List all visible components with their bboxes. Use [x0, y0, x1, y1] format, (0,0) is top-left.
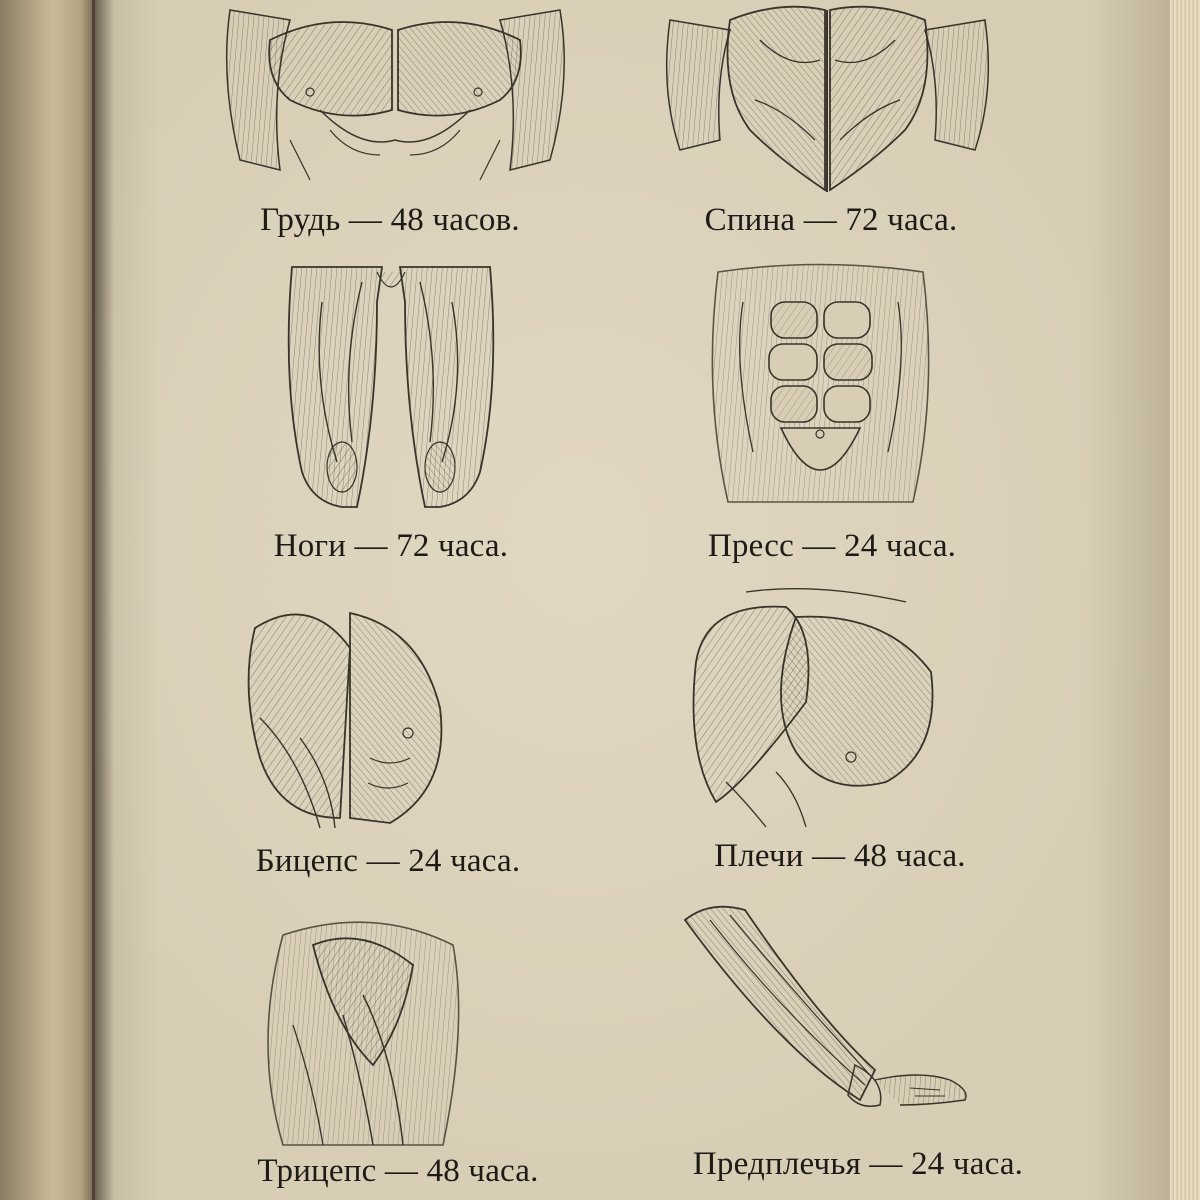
back-illustration: [660, 0, 995, 195]
shoulders-illustration: [686, 582, 948, 830]
caption-abs: Пресс — 24 часа.: [707, 528, 957, 564]
chest-illustration: [210, 0, 580, 190]
caption-legs: Ноги — 72 часа.: [273, 528, 509, 564]
legs-illustration: [282, 262, 500, 517]
caption-back: Спина — 72 часа.: [704, 202, 958, 238]
book-gutter: [92, 0, 114, 1200]
left-page-edge: [0, 0, 95, 1200]
caption-biceps: Бицепс — 24 часа.: [255, 843, 521, 879]
abs-illustration: [703, 262, 938, 514]
triceps-illustration: [253, 905, 475, 1155]
forearms-illustration: [670, 900, 980, 1132]
caption-shoulders: Плечи — 48 часа.: [714, 838, 966, 874]
caption-chest: Грудь — 48 часов.: [260, 202, 520, 238]
caption-forearms: Предплечья — 24 часа.: [692, 1146, 1024, 1182]
page-stack-edge: [1170, 0, 1200, 1200]
biceps-illustration: [240, 588, 462, 836]
caption-triceps: Трицепс — 48 часа.: [257, 1153, 539, 1189]
